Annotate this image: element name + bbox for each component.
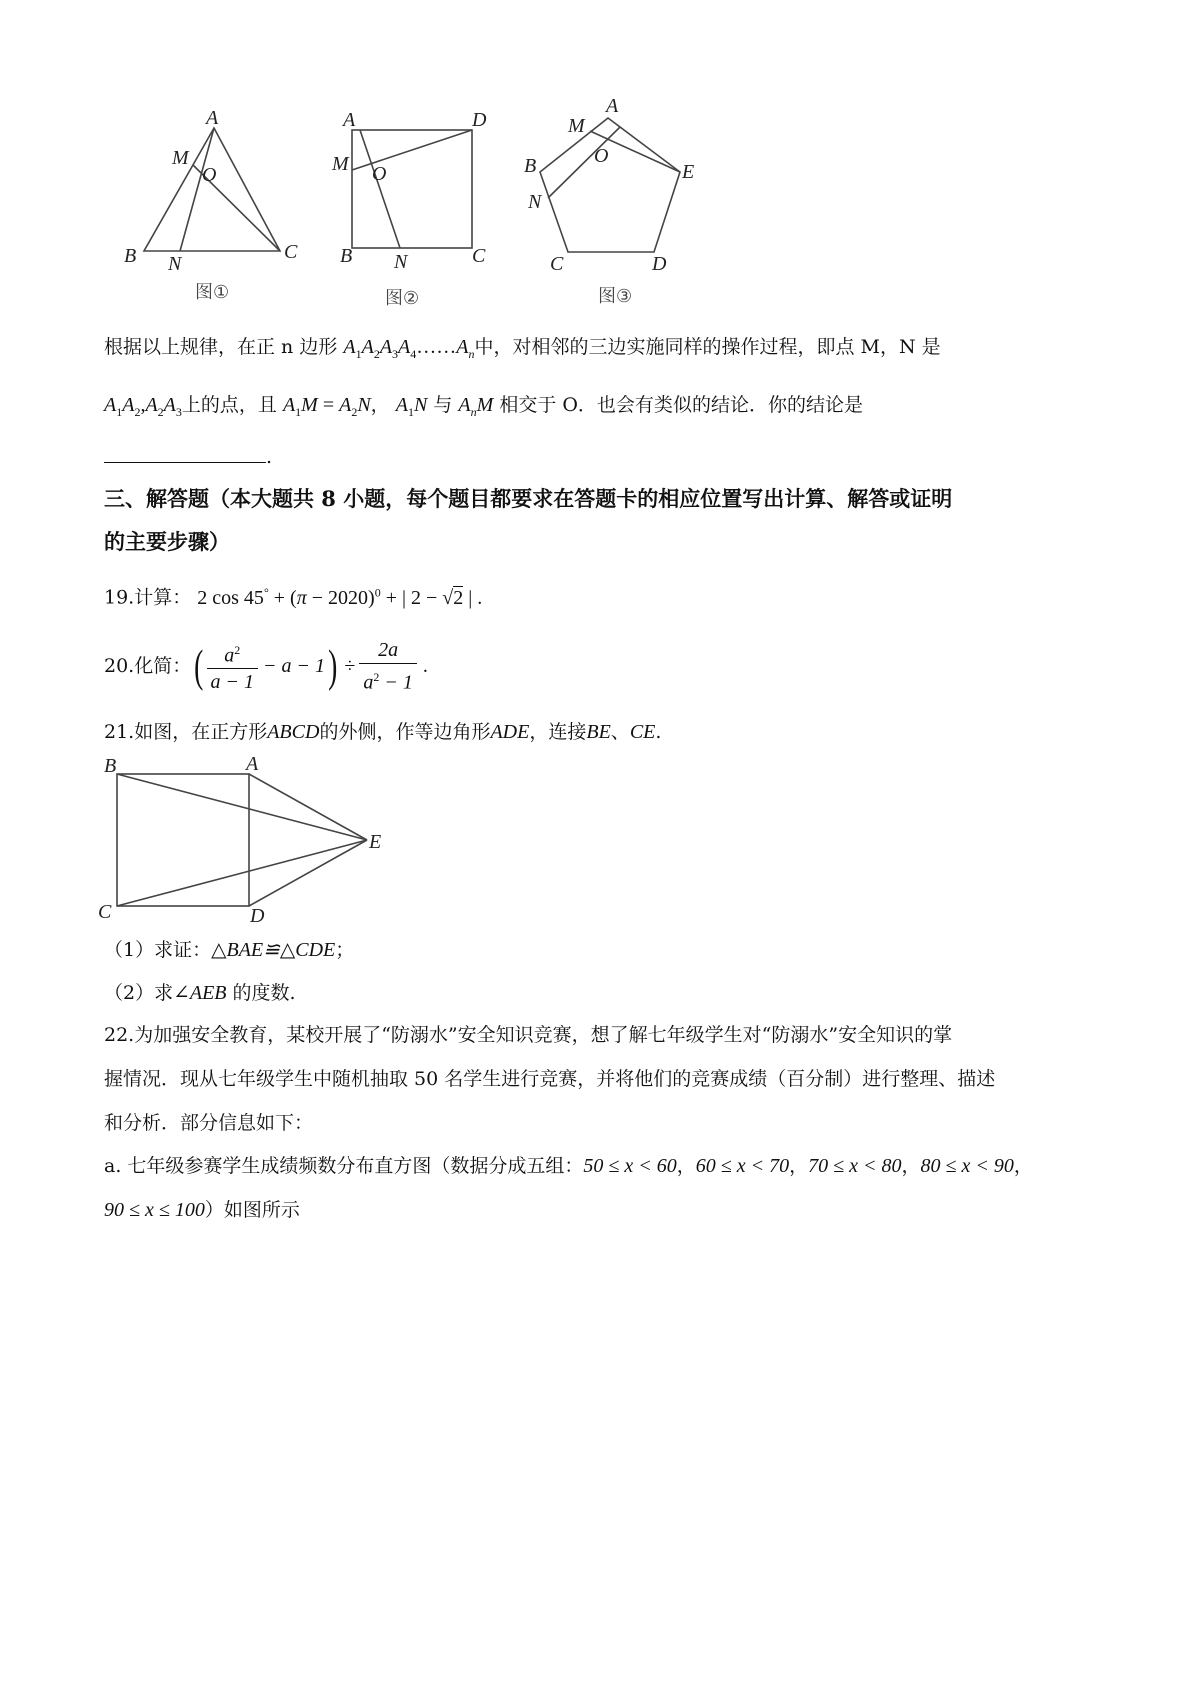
q22-group-3: 70 ≤ x < 80 — [808, 1155, 902, 1177]
q18-segment-1: $A_1N$ — [395, 394, 428, 419]
q21-label-E: E — [369, 831, 382, 853]
fig2-caption: 图② — [385, 288, 420, 309]
q18-line1-suffix: 中，对相邻的三边实施同样的操作过程，即点 M，N 是 — [474, 336, 941, 358]
q18-equation: $A_1M = A_2N$ — [282, 394, 371, 419]
q21-part2-math: ∠AEB — [173, 982, 227, 1004]
q22-comma-1: ， — [676, 1155, 696, 1177]
q22-comma-2: ， — [789, 1155, 809, 1177]
q22-group-2: 60 ≤ x < 70 — [695, 1155, 790, 1177]
fig2-label-B: B — [340, 245, 353, 267]
q20-divide: ÷ — [344, 655, 356, 677]
q20-end: . — [422, 655, 428, 677]
q21-label-B: B — [104, 755, 117, 777]
q21-part1-prefix: （1）求证： — [104, 939, 212, 961]
q21-label-C: C — [98, 901, 112, 923]
q22-line-3: 和分析．部分信息如下： — [104, 1112, 314, 1134]
fig3-label-C: C — [550, 253, 564, 275]
q21-part1-end: ； — [335, 939, 355, 961]
q22-comma-3: ， — [901, 1155, 921, 1177]
q21-label-D: D — [250, 905, 265, 927]
figure-2-square — [352, 130, 472, 248]
fig3-label-O: O — [594, 145, 609, 167]
q18-answer-period: . — [266, 446, 273, 468]
q21-mid1: 的外侧，作等边角形 — [319, 721, 491, 743]
q22-group-1: 50 ≤ x < 60 — [583, 1155, 677, 1177]
section3-title-line1: 三、解答题（本大题共 8 小题，每个题目都要求在答题卡的相应位置写出计算、解答或证明 — [104, 486, 953, 511]
q21-square-name: ABCD — [267, 721, 320, 743]
q20-fraction-2: $\frac{2a}{a^2 - 1}$ — [359, 637, 417, 696]
q20-left-paren: ( — [194, 640, 204, 691]
q21-figure — [95, 752, 395, 930]
fig1-label-C: C — [284, 241, 298, 263]
q18-line2-suffix: 相交于 O．也会有类似的结论．你的结论是 — [493, 394, 863, 416]
fig1-label-B: B — [124, 245, 137, 267]
fig2-label-C: C — [472, 245, 486, 267]
q18-answer-blank[interactable] — [104, 462, 266, 463]
q21-part2 — [104, 980, 296, 1006]
q19-label: 19.计算： — [104, 586, 192, 609]
q21-triangle-name: ADE — [490, 721, 530, 743]
q18-polygon-name: $A_1A_2A_3A_4\dots\dots A_n$ — [343, 336, 475, 361]
q21-sep: 、 — [610, 721, 630, 743]
q22-a-prefix: a. 七年级参赛学生成绩频数分布直方图（数据分成五组： — [104, 1155, 584, 1177]
q22-group-5: 90 ≤ x ≤ 100 — [104, 1199, 205, 1221]
q22-line-1: 22.为加强安全教育，某校开展了“防溺水”安全知识竞赛，想了解七年级学生对“防溺水”安全知识的掌 — [104, 1024, 953, 1046]
q18-segment-2: $A_nM$ — [458, 394, 494, 419]
fig1-label-A: A — [206, 107, 219, 129]
fig1-label-N: N — [168, 253, 182, 275]
q21-statement — [104, 719, 661, 745]
q20-label: 20.化简： — [104, 655, 192, 677]
section3-title-line2: 的主要步骤） — [104, 529, 230, 554]
q19 — [104, 579, 482, 611]
q18-line2-mid2: ， — [370, 394, 390, 416]
q20-fraction-1: $\frac{a^2}{a - 1}$ — [207, 637, 259, 696]
fig1-label-O: O — [202, 164, 217, 186]
q21-prefix: 21.如图，在正方形 — [104, 721, 268, 743]
q22-group-4: 80 ≤ x < 90 — [920, 1155, 1014, 1177]
fig3-label-E: E — [682, 161, 695, 183]
top-figures — [100, 88, 740, 318]
fig3-label-D: D — [652, 253, 667, 275]
q21-part2-prefix: （2）求 — [104, 982, 174, 1004]
figure-1-triangle — [144, 128, 280, 251]
q18-sides: $A_1A_2,A_2A_3$ — [104, 394, 182, 419]
q21-be: BE — [586, 721, 611, 743]
q20-middle: − a − 1 — [258, 655, 326, 677]
fig2-label-N: N — [394, 251, 408, 273]
fig3-label-A: A — [606, 95, 619, 117]
q20 — [104, 636, 428, 696]
q21-mid2: ，连接 — [529, 721, 587, 743]
q21-label-A: A — [246, 753, 259, 775]
q18-line2-mid1: 上的点，且 — [181, 394, 277, 416]
q21-part1-math: △BAE≌△CDE — [211, 939, 336, 961]
figure-3-pentagon — [540, 118, 680, 252]
q22-item-a-line1 — [104, 1153, 1033, 1179]
fig2-label-O: O — [372, 163, 387, 185]
q18-line-2 — [104, 392, 863, 425]
fig3-label-B: B — [524, 155, 537, 177]
fig2-label-D: D — [472, 109, 487, 131]
fig2-label-M: M — [332, 153, 349, 175]
sqrt-icon: √ — [442, 586, 454, 609]
q22-line-2: 握情况．现从七年级学生中随机抽取 50 名学生进行竞赛，并将他们的竞赛成绩（百分制）进行整理、描述 — [104, 1068, 996, 1090]
q22-a-suffix: ）如图所示 — [204, 1199, 300, 1221]
q20-right-paren: ) — [328, 640, 338, 691]
q21-part2-end: 的度数. — [226, 982, 296, 1004]
fig3-label-M: M — [568, 115, 585, 137]
q18-line2-mid3: 与 — [427, 394, 459, 416]
q18-line1-prefix: 根据以上规律，在正 n 边形 — [104, 336, 338, 358]
fig2-label-A: A — [343, 109, 356, 131]
q21-part1 — [104, 937, 354, 963]
q18-line-1 — [104, 334, 941, 367]
fig3-caption: 图③ — [598, 286, 633, 307]
fig3-label-N: N — [528, 191, 542, 213]
fig1-label-M: M — [172, 147, 189, 169]
fig1-caption: 图① — [195, 282, 230, 303]
q22-comma-4: ， — [1013, 1155, 1033, 1177]
q21-ce: CE — [629, 721, 656, 743]
q19-expression: 2 $\cos 45^\circ + (\pi - 2020)^0$ + | 2 − √2 | . — [197, 585, 483, 609]
q21-end: . — [655, 721, 662, 743]
q22-item-a-line2 — [104, 1197, 300, 1223]
